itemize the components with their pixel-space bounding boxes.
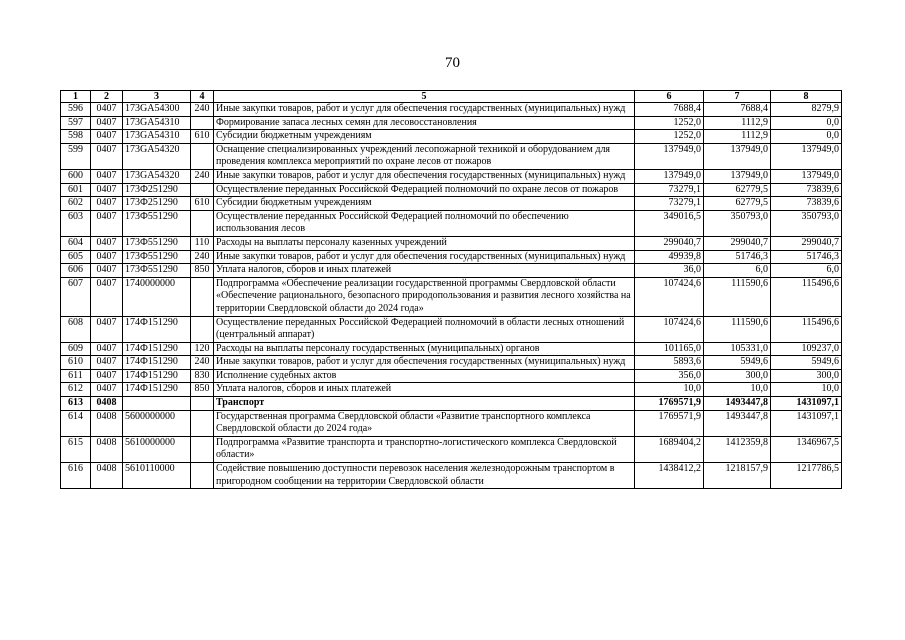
expense-type-cell	[191, 436, 214, 462]
table-header-row	[61, 91, 842, 103]
target-article-cell: 174Ф151290	[123, 356, 191, 370]
amount-col8-cell: 1217786,5	[771, 463, 842, 489]
amount-col7-cell: 51746,3	[704, 250, 771, 264]
section-code-cell: 0407	[91, 236, 123, 250]
name-cell: Иные закупки товаров, работ и услуг для обеспечения государственных (муниципальных) нужд	[214, 103, 635, 117]
table-row	[61, 264, 842, 278]
amount-col8-cell: 5949,6	[771, 356, 842, 370]
expense-type-cell: 610	[191, 130, 214, 144]
name-cell: Расходы на выплаты персоналу казенных учреждений	[214, 236, 635, 250]
amount-col7-cell: 1218157,9	[704, 463, 771, 489]
page-number: 70	[445, 55, 460, 71]
amount-col7-cell: 62779,5	[704, 183, 771, 197]
section-code-cell: 0407	[91, 316, 123, 342]
expense-type-cell	[191, 316, 214, 342]
column-header: 2	[91, 91, 123, 103]
target-article-cell: 174Ф151290	[123, 369, 191, 383]
table-row	[61, 116, 842, 130]
table-row	[61, 463, 842, 489]
row-number-cell: 611	[61, 369, 91, 383]
amount-col7-cell: 1112,9	[704, 130, 771, 144]
table-row	[61, 197, 842, 211]
amount-col8-cell: 0,0	[771, 116, 842, 130]
amount-col6-cell: 299040,7	[635, 236, 704, 250]
row-number-cell: 604	[61, 236, 91, 250]
name-cell: Транспорт	[214, 397, 635, 411]
table-row	[61, 356, 842, 370]
amount-col7-cell: 62779,5	[704, 197, 771, 211]
expense-type-cell	[191, 143, 214, 169]
amount-col8-cell: 299040,7	[771, 236, 842, 250]
name-cell: Уплата налогов, сборов и иных платежей	[214, 264, 635, 278]
section-code-cell: 0407	[91, 383, 123, 397]
amount-col6-cell: 73279,1	[635, 183, 704, 197]
row-number-cell: 612	[61, 383, 91, 397]
expense-type-cell	[191, 183, 214, 197]
target-article-cell: 174Ф151290	[123, 342, 191, 356]
amount-col6-cell: 107424,6	[635, 277, 704, 316]
row-number-cell: 614	[61, 410, 91, 436]
name-cell: Подпрограмма «Обеспечение реализации государственной программы Свердловской области «Обеспечение рационального, безопасного природопользования и развития лесного хозяйства на территории Свердловской области до 2024 года»	[214, 277, 635, 316]
row-number-cell: 602	[61, 197, 91, 211]
name-cell: Исполнение судебных актов	[214, 369, 635, 383]
target-article-cell: 173Ф251290	[123, 197, 191, 211]
name-cell: Содействие повышению доступности перевозок населения железнодорожным транспортом в пригородном сообщении на территории Свердловской области	[214, 463, 635, 489]
section-code-cell: 0407	[91, 169, 123, 183]
row-number-cell: 608	[61, 316, 91, 342]
expense-type-cell: 120	[191, 342, 214, 356]
row-number-cell: 601	[61, 183, 91, 197]
expense-type-cell: 850	[191, 264, 214, 278]
row-number-cell: 616	[61, 463, 91, 489]
amount-col8-cell: 8279,9	[771, 103, 842, 117]
table-row	[61, 210, 842, 236]
target-article-cell: 5610000000	[123, 436, 191, 462]
amount-col8-cell: 115496,6	[771, 277, 842, 316]
table-row	[61, 410, 842, 436]
table-row	[61, 250, 842, 264]
row-number-cell: 610	[61, 356, 91, 370]
expense-type-cell	[191, 397, 214, 411]
table-row	[61, 369, 842, 383]
amount-col7-cell: 137949,0	[704, 143, 771, 169]
amount-col7-cell: 350793,0	[704, 210, 771, 236]
section-code-cell: 0407	[91, 277, 123, 316]
expense-type-cell: 240	[191, 250, 214, 264]
table-row	[61, 383, 842, 397]
target-article-cell: 173GA54310	[123, 130, 191, 144]
amount-col8-cell: 10,0	[771, 383, 842, 397]
section-code-cell: 0408	[91, 397, 123, 411]
amount-col7-cell: 10,0	[704, 383, 771, 397]
table-row	[61, 236, 842, 250]
amount-col7-cell: 1493447,8	[704, 410, 771, 436]
name-cell: Иные закупки товаров, работ и услуг для обеспечения государственных (муниципальных) нужд	[214, 356, 635, 370]
table-row	[61, 277, 842, 316]
section-code-cell: 0407	[91, 197, 123, 211]
row-number-cell: 596	[61, 103, 91, 117]
amount-col6-cell: 107424,6	[635, 316, 704, 342]
section-code-cell: 0407	[91, 210, 123, 236]
amount-col7-cell: 111590,6	[704, 277, 771, 316]
expense-type-cell	[191, 210, 214, 236]
amount-col8-cell: 51746,3	[771, 250, 842, 264]
table-row	[61, 342, 842, 356]
name-cell: Иные закупки товаров, работ и услуг для обеспечения государственных (муниципальных) нужд	[214, 250, 635, 264]
section-code-cell: 0407	[91, 342, 123, 356]
section-code-cell: 0407	[91, 250, 123, 264]
row-number-cell: 598	[61, 130, 91, 144]
amount-col8-cell: 1431097,1	[771, 410, 842, 436]
amount-col6-cell: 101165,0	[635, 342, 704, 356]
section-code-cell: 0407	[91, 103, 123, 117]
expense-type-cell: 610	[191, 197, 214, 211]
table-row	[61, 103, 842, 117]
amount-col6-cell: 49939,8	[635, 250, 704, 264]
amount-col6-cell: 137949,0	[635, 169, 704, 183]
column-header: 4	[191, 91, 214, 103]
target-article-cell: 173GA54300	[123, 103, 191, 117]
amount-col8-cell: 350793,0	[771, 210, 842, 236]
amount-col6-cell: 1769571,9	[635, 397, 704, 411]
name-cell: Оснащение специализированных учреждений лесопожарной техникой и оборудованием для проведения комплекса мероприятий по охране лесов от пожаров	[214, 143, 635, 169]
amount-col8-cell: 115496,6	[771, 316, 842, 342]
column-header: 8	[771, 91, 842, 103]
amount-col7-cell: 111590,6	[704, 316, 771, 342]
section-code-cell: 0407	[91, 143, 123, 169]
target-article-cell: 173Ф551290	[123, 236, 191, 250]
target-article-cell: 1740000000	[123, 277, 191, 316]
expense-type-cell	[191, 410, 214, 436]
section-code-cell: 0407	[91, 264, 123, 278]
column-header: 3	[123, 91, 191, 103]
amount-col6-cell: 1769571,9	[635, 410, 704, 436]
row-number-cell: 600	[61, 169, 91, 183]
amount-col8-cell: 1346967,5	[771, 436, 842, 462]
table-row	[61, 183, 842, 197]
name-cell: Уплата налогов, сборов и иных платежей	[214, 383, 635, 397]
name-cell: Осуществление переданных Российской Федерацией полномочий по обеспечению использования лесов	[214, 210, 635, 236]
table-row	[61, 316, 842, 342]
expense-type-cell	[191, 277, 214, 316]
amount-col7-cell: 300,0	[704, 369, 771, 383]
amount-col6-cell: 10,0	[635, 383, 704, 397]
target-article-cell: 173GA54320	[123, 169, 191, 183]
row-number-cell: 599	[61, 143, 91, 169]
target-article-cell: 173Ф551290	[123, 250, 191, 264]
expense-type-cell: 850	[191, 383, 214, 397]
target-article-cell: 174Ф151290	[123, 383, 191, 397]
column-header: 1	[61, 91, 91, 103]
target-article-cell: 173Ф551290	[123, 264, 191, 278]
name-cell: Формирование запаса лесных семян для лесовосстановления	[214, 116, 635, 130]
section-code-cell: 0407	[91, 183, 123, 197]
amount-col7-cell: 299040,7	[704, 236, 771, 250]
amount-col7-cell: 6,0	[704, 264, 771, 278]
row-number-cell: 607	[61, 277, 91, 316]
budget-table	[60, 90, 842, 489]
section-code-cell: 0407	[91, 356, 123, 370]
amount-col8-cell: 137949,0	[771, 143, 842, 169]
target-article-cell: 5600000000	[123, 410, 191, 436]
amount-col6-cell: 1252,0	[635, 130, 704, 144]
amount-col8-cell: 137949,0	[771, 169, 842, 183]
expense-type-cell: 240	[191, 356, 214, 370]
amount-col6-cell: 349016,5	[635, 210, 704, 236]
name-cell: Осуществление переданных Российской Федерацией полномочий по охране лесов от пожаров	[214, 183, 635, 197]
amount-col6-cell: 73279,1	[635, 197, 704, 211]
amount-col6-cell: 7688,4	[635, 103, 704, 117]
amount-col7-cell: 7688,4	[704, 103, 771, 117]
column-header: 5	[214, 91, 635, 103]
row-number-cell: 605	[61, 250, 91, 264]
table-row	[61, 143, 842, 169]
name-cell: Субсидии бюджетным учреждениям	[214, 197, 635, 211]
amount-col6-cell: 5893,6	[635, 356, 704, 370]
expense-type-cell: 240	[191, 169, 214, 183]
amount-col7-cell: 1412359,8	[704, 436, 771, 462]
amount-col7-cell: 1493447,8	[704, 397, 771, 411]
table-row	[61, 436, 842, 462]
row-number-cell: 615	[61, 436, 91, 462]
row-number-cell: 613	[61, 397, 91, 411]
amount-col6-cell: 1438412,2	[635, 463, 704, 489]
table-row	[61, 397, 842, 411]
expense-type-cell: 240	[191, 103, 214, 117]
column-header: 7	[704, 91, 771, 103]
target-article-cell: 173GA54320	[123, 143, 191, 169]
name-cell: Государственная программа Свердловской области «Развитие транспортного комплекса Свердловской области до 2024 года»	[214, 410, 635, 436]
section-code-cell: 0407	[91, 116, 123, 130]
amount-col6-cell: 356,0	[635, 369, 704, 383]
expense-type-cell: 110	[191, 236, 214, 250]
target-article-cell: 174Ф151290	[123, 316, 191, 342]
section-code-cell: 0407	[91, 130, 123, 144]
amount-col7-cell: 5949,6	[704, 356, 771, 370]
amount-col8-cell: 1431097,1	[771, 397, 842, 411]
section-code-cell: 0408	[91, 436, 123, 462]
target-article-cell	[123, 397, 191, 411]
amount-col8-cell: 300,0	[771, 369, 842, 383]
row-number-cell: 606	[61, 264, 91, 278]
column-header: 6	[635, 91, 704, 103]
name-cell: Субсидии бюджетным учреждениям	[214, 130, 635, 144]
section-code-cell: 0407	[91, 369, 123, 383]
amount-col8-cell: 73839,6	[771, 197, 842, 211]
amount-col8-cell: 0,0	[771, 130, 842, 144]
section-code-cell: 0408	[91, 463, 123, 489]
name-cell: Подпрограмма «Развитие транспорта и транспортно-логистического комплекса Свердловской области»	[214, 436, 635, 462]
expense-type-cell	[191, 463, 214, 489]
amount-col8-cell: 109237,0	[771, 342, 842, 356]
amount-col6-cell: 1689404,2	[635, 436, 704, 462]
amount-col8-cell: 6,0	[771, 264, 842, 278]
table-row	[61, 130, 842, 144]
row-number-cell: 603	[61, 210, 91, 236]
target-article-cell: 5610110000	[123, 463, 191, 489]
name-cell: Иные закупки товаров, работ и услуг для обеспечения государственных (муниципальных) нужд	[214, 169, 635, 183]
amount-col6-cell: 1252,0	[635, 116, 704, 130]
table-body	[61, 103, 842, 489]
expense-type-cell: 830	[191, 369, 214, 383]
name-cell: Осуществление переданных Российской Федерацией полномочий в области лесных отношений (центральный аппарат)	[214, 316, 635, 342]
table-row	[61, 169, 842, 183]
amount-col6-cell: 137949,0	[635, 143, 704, 169]
target-article-cell: 173Ф551290	[123, 210, 191, 236]
section-code-cell: 0408	[91, 410, 123, 436]
amount-col7-cell: 137949,0	[704, 169, 771, 183]
amount-col6-cell: 36,0	[635, 264, 704, 278]
amount-col7-cell: 1112,9	[704, 116, 771, 130]
amount-col7-cell: 105331,0	[704, 342, 771, 356]
target-article-cell: 173Ф251290	[123, 183, 191, 197]
target-article-cell: 173GA54310	[123, 116, 191, 130]
row-number-cell: 609	[61, 342, 91, 356]
expense-type-cell	[191, 116, 214, 130]
row-number-cell: 597	[61, 116, 91, 130]
name-cell: Расходы на выплаты персоналу государственных (муниципальных) органов	[214, 342, 635, 356]
amount-col8-cell: 73839,6	[771, 183, 842, 197]
